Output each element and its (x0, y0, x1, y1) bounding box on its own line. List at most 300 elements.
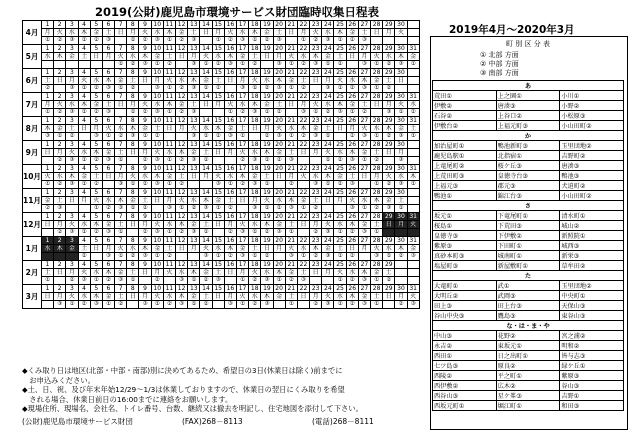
day-cell (41, 253, 53, 261)
day-cell: 金 (273, 149, 285, 157)
day-cell: 2 (54, 93, 66, 101)
day-cell: 土 (78, 53, 90, 61)
day-cell: ① (371, 133, 383, 141)
day-cell: 金 (200, 269, 212, 277)
day-cell: 14 (200, 45, 212, 53)
day-cell: ② (371, 205, 383, 213)
town-cell: 唐湊③ (560, 161, 624, 171)
day-cell: 23 (310, 69, 322, 77)
day-cell: ① (163, 229, 175, 237)
day-cell: 7 (115, 117, 127, 125)
day-cell: ① (249, 37, 261, 45)
day-cell: ③ (188, 61, 200, 69)
day-cell: 木 (297, 125, 309, 133)
day-cell: 火 (383, 173, 395, 181)
day-cell: 日 (224, 269, 236, 277)
day-cell: ② (90, 109, 102, 117)
day-cell: ② (78, 301, 90, 309)
day-cell: 14 (200, 165, 212, 173)
day-cell: 12 (176, 45, 188, 53)
day-cell: 水 (310, 173, 322, 181)
day-cell: 1 (41, 93, 53, 101)
day-cell: 土 (395, 197, 407, 205)
day-cell: 日 (200, 29, 212, 37)
day-cell: 8 (127, 69, 139, 77)
day-cell: ① (163, 85, 175, 93)
day-cell: 日 (127, 221, 139, 229)
day-cell: 月 (139, 149, 151, 157)
day-cell: ② (163, 61, 175, 69)
day-cell: ② (395, 253, 407, 261)
day-cell: 17 (236, 69, 248, 77)
day-cell: 4 (78, 213, 90, 221)
day-cell: ② (176, 181, 188, 189)
day-cell: 木 (78, 101, 90, 109)
day-cell (383, 301, 395, 309)
day-cell: ② (90, 229, 102, 237)
day-cell: 日 (54, 77, 66, 85)
day-cell: 15 (212, 69, 224, 77)
day-cell: 日 (78, 125, 90, 133)
day-cell: 6 (102, 285, 114, 293)
day-cell: ① (297, 37, 309, 45)
day-cell: 木 (188, 269, 200, 277)
day-cell: 27 (358, 21, 370, 29)
day-cell: ② (297, 85, 309, 93)
day-cell: ① (41, 181, 53, 189)
day-cell: 17 (236, 261, 248, 269)
day-cell (358, 253, 370, 261)
town-cell: 七ツ島③ (433, 361, 497, 371)
day-cell: 土 (358, 101, 370, 109)
town-cell: 坂元① (433, 211, 497, 221)
day-cell: ③ (102, 253, 114, 261)
day-cell: 土 (78, 245, 90, 253)
day-cell: 水 (371, 125, 383, 133)
day-cell: ③ (188, 109, 200, 117)
day-cell: 火 (224, 29, 236, 37)
day-cell: 金 (115, 269, 127, 277)
day-cell: 24 (322, 189, 334, 197)
day-cell: 金 (90, 101, 102, 109)
day-cell: 火 (310, 29, 322, 37)
day-cell: 水 (176, 77, 188, 85)
town-cell: 中山③ (433, 331, 497, 341)
day-cell: 土 (249, 53, 261, 61)
day-cell: 日 (334, 125, 346, 133)
day-cell (200, 37, 212, 45)
day-cell: 火 (54, 101, 66, 109)
day-cell: 月 (212, 29, 224, 37)
day-cell: ① (200, 61, 212, 69)
day-cell: 火 (212, 173, 224, 181)
day-cell: 5 (90, 189, 102, 197)
calendar-row-codes (23, 109, 420, 117)
day-cell: 29 (383, 285, 395, 293)
day-cell: ② (383, 85, 395, 93)
day-cell: 13 (188, 285, 200, 293)
day-cell: 17 (236, 45, 248, 53)
day-cell: ② (127, 253, 139, 261)
day-cell: 金 (383, 197, 395, 205)
day-cell: 24 (322, 237, 334, 245)
day-cell: 30 (395, 285, 407, 293)
day-cell: 15 (212, 93, 224, 101)
day-cell: 3 (66, 237, 78, 245)
day-cell: 25 (334, 165, 346, 173)
day-cell: 14 (200, 117, 212, 125)
day-cell: ③ (395, 61, 407, 69)
town-cell: 東坂元① (496, 341, 560, 351)
day-cell: 19 (261, 93, 273, 101)
day-cell: ② (139, 109, 151, 117)
town-cell: 星ケ峯③ (496, 391, 560, 401)
day-cell: 15 (212, 165, 224, 173)
day-cell: 木 (358, 269, 370, 277)
day-cell: ① (139, 133, 151, 141)
day-cell: ② (212, 85, 224, 93)
calendar-row-days (23, 285, 420, 293)
day-cell: 26 (346, 189, 358, 197)
day-cell: 5 (90, 21, 102, 29)
day-cell: 1 (41, 261, 53, 269)
day-cell: 9 (139, 117, 151, 125)
day-cell: 土 (115, 221, 127, 229)
day-cell: 19 (261, 117, 273, 125)
calendar-row-codes (23, 85, 420, 93)
day-cell: 1 (41, 237, 53, 245)
day-cell: 16 (224, 261, 236, 269)
day-cell: 10 (151, 237, 163, 245)
day-cell: 19 (261, 237, 273, 245)
day-cell: ② (151, 277, 163, 285)
day-cell: 金 (102, 149, 114, 157)
day-cell: 金 (176, 101, 188, 109)
day-cell: 水 (90, 269, 102, 277)
day-cell: 10 (151, 189, 163, 197)
day-cell: 木 (322, 173, 334, 181)
day-cell: 22 (297, 21, 309, 29)
day-cell: 木 (176, 221, 188, 229)
day-cell: 13 (188, 237, 200, 245)
day-cell: ② (310, 301, 322, 309)
day-cell: 3 (66, 213, 78, 221)
town-cell: 紫原③ (433, 241, 497, 251)
day-cell: 27 (358, 45, 370, 53)
calendar-row-weekdays (23, 77, 420, 85)
calendar-row-codes (23, 133, 420, 141)
day-cell: 23 (310, 45, 322, 53)
day-cell: 火 (297, 173, 309, 181)
day-cell: 21 (285, 165, 297, 173)
town-cell: 大明丘② (433, 291, 497, 301)
day-cell: ① (371, 277, 383, 285)
day-cell: 金 (261, 101, 273, 109)
day-cell (407, 197, 419, 205)
day-cell: 27 (358, 285, 370, 293)
calendar-row-codes (23, 181, 420, 189)
day-cell (407, 229, 419, 237)
town-cell: 永吉② (433, 341, 497, 351)
day-cell: ③ (236, 253, 248, 261)
day-cell: 25 (334, 45, 346, 53)
day-cell: 22 (297, 117, 309, 125)
day-cell: ② (346, 133, 358, 141)
day-cell: 8 (127, 213, 139, 221)
day-cell: 土 (249, 245, 261, 253)
day-cell: 火 (322, 293, 334, 301)
day-cell: 15 (212, 141, 224, 149)
day-cell: 25 (334, 189, 346, 197)
day-cell: 30 (395, 237, 407, 245)
day-cell: ③ (297, 277, 309, 285)
day-cell: 火 (139, 101, 151, 109)
day-cell: ① (322, 157, 334, 165)
day-cell: 土 (127, 269, 139, 277)
day-cell: 22 (297, 261, 309, 269)
day-cell: 20 (273, 237, 285, 245)
day-cell: ③ (90, 133, 102, 141)
day-cell (41, 61, 53, 69)
day-cell: 20 (273, 213, 285, 221)
day-cell: 月 (224, 221, 236, 229)
day-cell: 28 (371, 93, 383, 101)
area-legend (480, 51, 519, 79)
day-cell: 土 (176, 173, 188, 181)
calendar-row-codes (23, 61, 420, 69)
day-cell: ① (151, 61, 163, 69)
day-cell: 25 (334, 237, 346, 245)
day-cell: ① (176, 205, 188, 213)
day-cell: ③ (188, 229, 200, 237)
day-cell: 金 (200, 77, 212, 85)
calendar-row-codes (23, 301, 420, 309)
day-cell: 木 (66, 173, 78, 181)
day-cell: 土 (310, 197, 322, 205)
day-cell: 30 (395, 141, 407, 149)
day-cell: 7 (115, 165, 127, 173)
day-cell: ② (90, 157, 102, 165)
day-cell (407, 29, 419, 37)
town-cell: 谷山③ (560, 381, 624, 391)
day-cell: 21 (285, 93, 297, 101)
day-cell: 5 (90, 285, 102, 293)
day-cell: 1 (41, 141, 53, 149)
day-cell: 1 (41, 285, 53, 293)
day-cell: ① (163, 37, 175, 45)
day-cell: 20 (273, 21, 285, 29)
day-cell: 金 (54, 125, 66, 133)
town-cell: 小山田町② (560, 191, 624, 201)
area-south: ③ 南部 方面 (480, 69, 519, 78)
month-label: 7月 (23, 93, 42, 117)
town-cell: 平之町① (496, 371, 560, 381)
day-cell: 土 (273, 29, 285, 37)
day-cell: 20 (273, 141, 285, 149)
day-cell: 12 (176, 117, 188, 125)
day-cell (297, 229, 309, 237)
day-cell: ② (334, 181, 346, 189)
day-cell: 23 (310, 189, 322, 197)
day-cell: 火 (176, 197, 188, 205)
day-cell (407, 269, 419, 277)
day-cell: 3 (66, 117, 78, 125)
day-cell: 26 (346, 69, 358, 77)
day-cell (139, 277, 151, 285)
calendar-row-codes (23, 205, 420, 213)
town-cell: 新栄③ (560, 251, 624, 261)
day-cell: ① (224, 181, 236, 189)
day-cell: ③ (188, 37, 200, 45)
day-cell: 日 (310, 269, 322, 277)
day-cell: 水 (249, 221, 261, 229)
day-cell (297, 157, 309, 165)
month-label: 1月 (23, 237, 42, 261)
day-cell: 21 (285, 69, 297, 77)
day-cell: ① (371, 301, 383, 309)
notes-block (22, 366, 407, 414)
day-cell: ③ (273, 61, 285, 69)
calendar-row-days (23, 237, 420, 245)
day-cell: 18 (249, 69, 261, 77)
day-cell: ② (249, 301, 261, 309)
day-cell: 9 (139, 189, 151, 197)
day-cell: 10 (151, 261, 163, 269)
day-cell (163, 133, 175, 141)
day-cell: 5 (90, 261, 102, 269)
day-cell: ③ (358, 277, 370, 285)
day-cell: 日 (395, 77, 407, 85)
day-cell: 11 (163, 21, 175, 29)
day-cell: 2 (54, 45, 66, 53)
day-cell: ③ (322, 37, 334, 45)
day-cell: 日 (90, 53, 102, 61)
day-cell: 7 (115, 261, 127, 269)
day-cell: 月 (334, 197, 346, 205)
day-cell: 23 (310, 285, 322, 293)
day-cell: 水 (163, 293, 175, 301)
note-line: お申込みください。 (22, 375, 95, 385)
day-cell: 木 (90, 221, 102, 229)
town-cell: 城山② (560, 221, 624, 231)
day-cell: 月 (261, 125, 273, 133)
day-cell: 11 (163, 237, 175, 245)
day-cell: 土 (115, 149, 127, 157)
day-cell: 木 (249, 29, 261, 37)
day-cell: 6 (102, 69, 114, 77)
day-cell: 7 (115, 45, 127, 53)
day-cell: 月 (310, 221, 322, 229)
day-cell: 28 (371, 45, 383, 53)
day-cell (407, 157, 419, 165)
town-cell: 小川① (560, 91, 624, 101)
day-cell: ③ (261, 301, 273, 309)
day-cell: 3 (66, 261, 78, 269)
day-cell: 月 (236, 269, 248, 277)
day-cell: 火 (151, 149, 163, 157)
day-cell: 29 (383, 69, 395, 77)
day-cell: 月 (127, 29, 139, 37)
day-cell (407, 85, 419, 93)
day-cell: 火 (334, 77, 346, 85)
day-cell: 1 (41, 165, 53, 173)
day-cell: 日 (285, 101, 297, 109)
day-cell: 金 (310, 125, 322, 133)
calendar-row-days (23, 165, 420, 173)
day-cell: ① (78, 109, 90, 117)
day-cell: 19 (261, 141, 273, 149)
day-cell: 木 (395, 245, 407, 253)
day-cell: ① (261, 157, 273, 165)
day-cell: ② (224, 205, 236, 213)
day-cell (407, 277, 419, 285)
day-cell (176, 133, 188, 141)
town-cell: 和田③ (560, 401, 624, 411)
day-cell: 水 (78, 149, 90, 157)
day-cell: ② (249, 61, 261, 69)
day-cell: 26 (346, 285, 358, 293)
day-cell: 4 (78, 237, 90, 245)
day-cell: 5 (90, 237, 102, 245)
day-cell: 月 (139, 221, 151, 229)
town-cell: 皆与志③ (560, 351, 624, 361)
day-cell: 8 (127, 189, 139, 197)
day-cell: 金 (151, 245, 163, 253)
day-cell: ① (78, 181, 90, 189)
day-cell: 6 (102, 45, 114, 53)
town-cell: 上福元町③ (496, 121, 560, 131)
day-cell: 月 (395, 293, 407, 301)
day-cell: 18 (249, 165, 261, 173)
day-cell: 金 (102, 293, 114, 301)
day-cell: 火 (371, 245, 383, 253)
town-cell: 西田① (433, 351, 497, 361)
day-cell: 日 (383, 149, 395, 157)
day-cell: ③ (151, 229, 163, 237)
town-cell: 桜島① (433, 221, 497, 231)
day-cell: 4 (78, 189, 90, 197)
day-cell: ① (383, 253, 395, 261)
day-cell: 木 (395, 53, 407, 61)
day-cell: 23 (310, 261, 322, 269)
day-cell: 土 (188, 29, 200, 37)
day-cell: 15 (212, 117, 224, 125)
town-cell: 原良② (496, 361, 560, 371)
day-cell: 2 (54, 189, 66, 197)
day-cell: ① (212, 37, 224, 45)
day-cell: 月 (395, 149, 407, 157)
day-cell: 13 (188, 261, 200, 269)
day-cell: 8 (127, 45, 139, 53)
day-cell: 木 (285, 197, 297, 205)
phone-number: (電話)268－8111 (312, 417, 374, 426)
day-cell: 11 (163, 141, 175, 149)
day-cell: 22 (297, 69, 309, 77)
day-cell: ① (212, 253, 224, 261)
day-cell: 土 (163, 245, 175, 253)
day-cell: ③ (151, 109, 163, 117)
day-cell: 火 (90, 197, 102, 205)
day-cell: 木 (236, 173, 248, 181)
day-cell: 土 (285, 293, 297, 301)
day-cell: ① (200, 157, 212, 165)
day-cell: ② (54, 37, 66, 45)
day-cell: 7 (115, 93, 127, 101)
day-cell: ③ (139, 301, 151, 309)
day-cell: 2 (54, 69, 66, 77)
day-cell: ② (176, 229, 188, 237)
day-cell: 土 (334, 245, 346, 253)
